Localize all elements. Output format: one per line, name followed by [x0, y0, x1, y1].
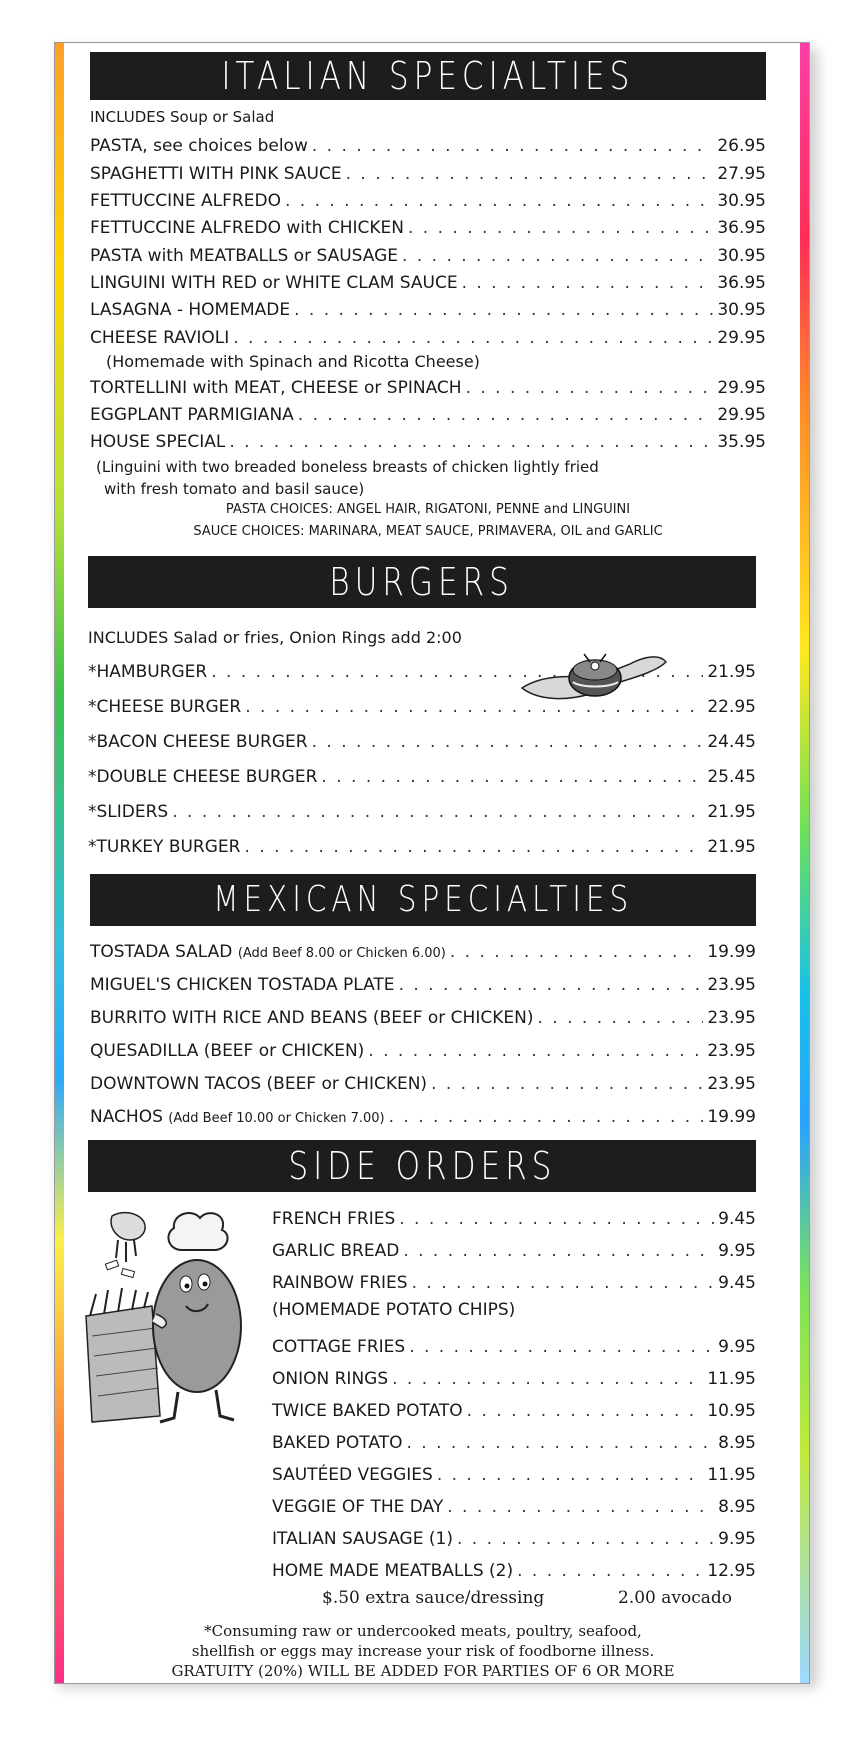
item-price: 9.95 — [718, 1337, 756, 1357]
mexican-title: MEXICAN SPECIALTIES — [212, 879, 634, 920]
menu-item — [272, 1209, 756, 1229]
footer-warning-2: shellfish or eggs may increase your risk of foodborne illness. — [191, 1642, 655, 1660]
menu-item — [90, 164, 766, 184]
footer-gratuity: GRATUITY (20%) WILL BE ADDED FOR PARTIES OF 6 OR MORE — [171, 1662, 675, 1680]
menu-item — [90, 1008, 756, 1028]
item-name: VEGGIE OF THE DAY — [272, 1497, 444, 1517]
menu-item — [90, 1074, 756, 1094]
item-name: PASTA, see choices below — [90, 136, 308, 156]
rainbow-fries-note: (HOMEMADE POTATO CHIPS) — [272, 1300, 516, 1320]
item-name: DOWNTOWN TACOS (BEEF or CHICKEN) — [90, 1074, 428, 1094]
item-price: 19.99 — [707, 1107, 756, 1127]
flying-burger-illustration — [520, 636, 670, 706]
menu-item — [272, 1561, 756, 1581]
menu-item — [90, 136, 766, 156]
menu-item — [90, 246, 766, 266]
item-price: 22.95 — [707, 697, 756, 717]
item-name: SAUTÉED VEGGIES — [272, 1465, 433, 1485]
avocado-note: 2.00 avocado — [618, 1588, 733, 1608]
menu-item — [90, 942, 756, 962]
menu-item — [90, 378, 766, 398]
ravioli-note: (Homemade with Spinach and Ricotta Cheese) — [106, 352, 480, 371]
item-name: *TURKEY BURGER — [88, 837, 241, 857]
item-name: SPAGHETTI WITH PINK SAUCE — [90, 164, 342, 184]
burgers-includes: INCLUDES Salad or fries, Onion Rings add 2:00 — [88, 628, 462, 647]
item-price: 9.45 — [718, 1273, 756, 1293]
item-note: (Add Beef 10.00 or Chicken 7.00) — [168, 1111, 385, 1126]
item-price: 12.95 — [707, 1561, 756, 1581]
item-price: 8.95 — [718, 1497, 756, 1517]
item-name: NACHOS — [90, 1107, 163, 1127]
item-name: COTTAGE FRIES — [272, 1337, 406, 1357]
rainbow-stripe-left — [55, 43, 64, 1683]
item-name: *DOUBLE CHEESE BURGER — [88, 767, 318, 787]
house-special-note-2: with fresh tomato and basil sauce) — [104, 480, 365, 498]
item-name: GARLIC BREAD — [272, 1241, 400, 1261]
menu-item — [90, 975, 756, 995]
item-name: PASTA with MEATBALLS or SAUSAGE — [90, 246, 399, 266]
menu-item — [90, 1107, 756, 1127]
item-name: ITALIAN SAUSAGE (1) — [272, 1529, 453, 1549]
footer-warning-1: *Consuming raw or undercooked meats, poultry, seafood, — [204, 1622, 642, 1640]
italian-includes: INCLUDES Soup or Salad — [90, 108, 275, 126]
item-price: 30.95 — [717, 246, 766, 266]
item-name: TWICE BAKED POTATO — [272, 1401, 463, 1421]
item-name: *HAMBURGER — [88, 662, 208, 682]
menu-item — [88, 837, 756, 857]
item-name: MIGUEL'S CHICKEN TOSTADA PLATE — [90, 975, 395, 995]
sauce-choices: SAUCE CHOICES: MARINARA, MEAT SAUCE, PRIMAVERA, OIL and GARLIC — [193, 524, 663, 539]
item-name: CHEESE RAVIOLI — [90, 328, 230, 348]
menu-item — [272, 1241, 756, 1261]
item-name: *SLIDERS — [88, 802, 169, 822]
sides-header — [88, 1140, 756, 1192]
menu-item — [88, 732, 756, 752]
item-price: 36.95 — [717, 218, 766, 238]
menu-item — [90, 1041, 756, 1061]
item-name: LINGUINI WITH RED or WHITE CLAM SAUCE — [90, 273, 458, 293]
menu-item — [272, 1497, 756, 1517]
menu-item — [90, 432, 766, 452]
italian-header — [90, 52, 766, 100]
item-note: (Add Beef 8.00 or Chicken 6.00) — [237, 946, 446, 961]
item-price: 25.45 — [707, 767, 756, 787]
item-price: 23.95 — [707, 1074, 756, 1094]
item-price: 27.95 — [717, 164, 766, 184]
sides-title: SIDE ORDERS — [288, 1144, 556, 1188]
item-price: 9.95 — [718, 1241, 756, 1261]
pasta-choices: PASTA CHOICES: ANGEL HAIR, RIGATONI, PENNE and LINGUINI — [225, 502, 631, 517]
item-price: 29.95 — [717, 328, 766, 348]
item-name: LASAGNA - HOMEMADE — [90, 300, 291, 320]
item-name: *BACON CHEESE BURGER — [88, 732, 308, 752]
menu-item — [272, 1273, 756, 1293]
item-price: 10.95 — [707, 1401, 756, 1421]
item-price: 30.95 — [717, 300, 766, 320]
item-name: RAINBOW FRIES — [272, 1273, 408, 1293]
item-name: FETTUCCINE ALFREDO with CHICKEN — [90, 218, 404, 238]
item-name: ONION RINGS — [272, 1369, 389, 1389]
italian-title: ITALIAN SPECIALTIES — [221, 54, 635, 98]
menu-item — [272, 1529, 756, 1549]
menu-item — [90, 300, 766, 320]
item-price: 9.95 — [718, 1529, 756, 1549]
item-price: 30.95 — [717, 191, 766, 211]
item-price: 29.95 — [717, 405, 766, 425]
item-name: TORTELLINI with MEAT, CHEESE or SPINACH — [90, 378, 462, 398]
item-price: 23.95 — [707, 1008, 756, 1028]
item-price: 26.95 — [717, 136, 766, 156]
item-name: FETTUCCINE ALFREDO — [90, 191, 281, 211]
item-price: 29.95 — [717, 378, 766, 398]
menu-item — [88, 802, 756, 822]
item-name: BAKED POTATO — [272, 1433, 403, 1453]
menu-item — [272, 1337, 756, 1357]
burgers-header — [88, 556, 756, 608]
item-name: QUESADILLA (BEEF or CHICKEN) — [90, 1041, 365, 1061]
menu-item — [90, 273, 766, 293]
item-price: 35.95 — [717, 432, 766, 452]
item-name: EGGPLANT PARMIGIANA — [90, 405, 294, 425]
item-name: HOME MADE MEATBALLS (2) — [272, 1561, 514, 1581]
item-name: BURRITO WITH RICE AND BEANS (BEEF or CHICKEN) — [90, 1008, 534, 1028]
menu-item — [88, 767, 756, 787]
item-name: HOUSE SPECIAL — [90, 432, 226, 452]
item-price: 8.95 — [718, 1433, 756, 1453]
menu-item — [272, 1433, 756, 1453]
item-price: 23.95 — [707, 1041, 756, 1061]
house-special-note-1: (Linguini with two breaded boneless breasts of chicken lightly fried — [96, 458, 599, 476]
menu-item — [272, 1465, 756, 1485]
menu-item — [90, 328, 766, 348]
rainbow-stripe-right — [800, 43, 809, 1683]
item-price: 9.45 — [718, 1209, 756, 1229]
item-price: 21.95 — [707, 662, 756, 682]
item-price: 21.95 — [707, 837, 756, 857]
item-price: 11.95 — [707, 1465, 756, 1485]
item-name: FRENCH FRIES — [272, 1209, 396, 1229]
menu-item — [90, 405, 766, 425]
menu-item — [90, 218, 766, 238]
potato-chef-illustration — [82, 1206, 262, 1432]
burgers-title: BURGERS — [329, 560, 515, 604]
item-price: 36.95 — [717, 273, 766, 293]
item-name: *CHEESE BURGER — [88, 697, 242, 717]
item-name: TOSTADA SALAD — [90, 942, 233, 962]
menu-item — [90, 191, 766, 211]
item-price: 24.45 — [707, 732, 756, 752]
item-price: 11.95 — [707, 1369, 756, 1389]
item-price: 21.95 — [707, 802, 756, 822]
menu-item — [272, 1401, 756, 1421]
extra-sauce-note: $.50 extra sauce/dressing — [322, 1588, 545, 1608]
mexican-header — [90, 874, 756, 926]
item-price: 23.95 — [707, 975, 756, 995]
menu-item — [272, 1369, 756, 1389]
item-price: 19.99 — [707, 942, 756, 962]
